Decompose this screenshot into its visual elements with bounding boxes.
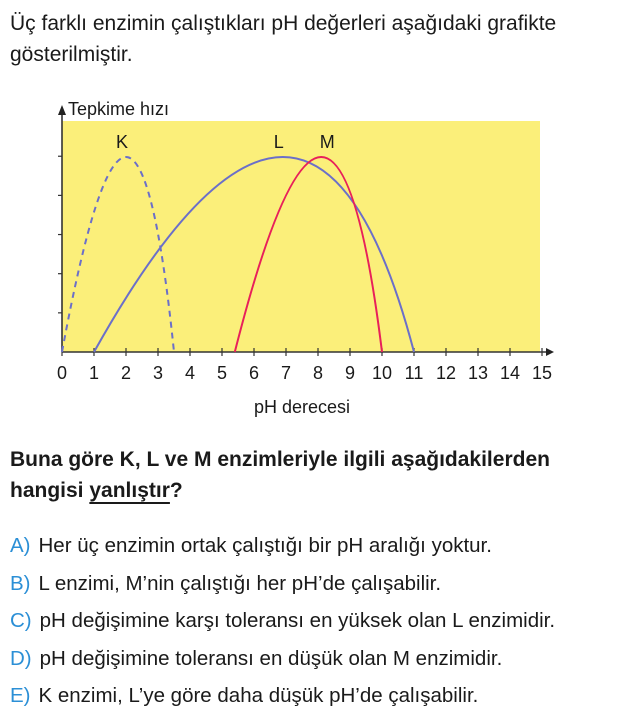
option-text: pH değişimine toleransı en düşük olan M enzimidir.	[39, 646, 503, 670]
question-mark: ?	[169, 479, 183, 502]
option-letter: A)	[10, 534, 31, 557]
series-label-m: M	[319, 132, 335, 152]
x-tick-label: 2	[120, 363, 132, 383]
x-tick-label: 11	[404, 363, 424, 383]
x-tick-label: 10	[371, 363, 393, 383]
option-text: Her üç enzimin ortak çalıştığı bir pH aralığı yoktur.	[38, 534, 492, 557]
series-label-l: L	[273, 132, 284, 152]
x-tick-label: 3	[152, 363, 164, 383]
y-axis-arrow	[58, 105, 66, 115]
x-tick-label: 15	[531, 363, 553, 383]
x-tick-label: 8	[312, 363, 324, 383]
option-letter: C)	[10, 609, 32, 632]
intro-text: Üç farklı enzimin çalıştıkları pH değerleri aşağıdaki grafikte gösterilmiştir.	[10, 12, 557, 66]
series-label-k: K	[115, 132, 129, 152]
x-axis-arrow	[546, 348, 554, 356]
answer-option[interactable]	[10, 527, 615, 565]
x-tick-labels	[57, 363, 552, 383]
x-axis-label: pH derecesi	[253, 397, 351, 417]
x-tick-label: 13	[467, 363, 489, 383]
question-text	[10, 444, 610, 506]
x-tick-label: 7	[280, 363, 292, 383]
answer-option[interactable]	[10, 602, 615, 640]
option-letter: D)	[10, 646, 32, 670]
x-tick-label: 14	[499, 363, 521, 383]
ph-chart	[0, 88, 621, 433]
option-text: L enzimi, M’nin çalıştığı her pH’de çalışabilir.	[38, 571, 442, 595]
answer-option[interactable]	[10, 640, 615, 678]
x-tick-label: 4	[184, 363, 196, 383]
question-emphasis: yanlıştır	[89, 479, 170, 502]
x-tick-label: 1	[88, 363, 100, 383]
x-tick-label: 9	[344, 363, 356, 383]
x-tick-label: 12	[435, 363, 457, 383]
answer-option[interactable]	[10, 565, 615, 603]
option-letter: B)	[10, 571, 31, 595]
x-tick-label: 5	[216, 363, 228, 383]
answer-option[interactable]	[10, 677, 615, 715]
x-tick-label: 6	[248, 363, 260, 383]
x-tick-label: 0	[56, 363, 68, 383]
plot-background	[62, 121, 540, 352]
question-main: Buna göre K, L ve M enzimleriyle ilgili aşağıdakilerden hangisi	[10, 448, 550, 502]
answer-options	[10, 527, 615, 715]
option-text: K enzimi, L’ye göre daha düşük pH’de çalışabilir.	[38, 684, 479, 707]
option-text: pH değişimine karşı toleransı en yüksek olan L enzimidir.	[39, 609, 556, 632]
y-axis-label: Tepkime hızı	[68, 99, 170, 119]
option-letter: E)	[10, 684, 31, 707]
